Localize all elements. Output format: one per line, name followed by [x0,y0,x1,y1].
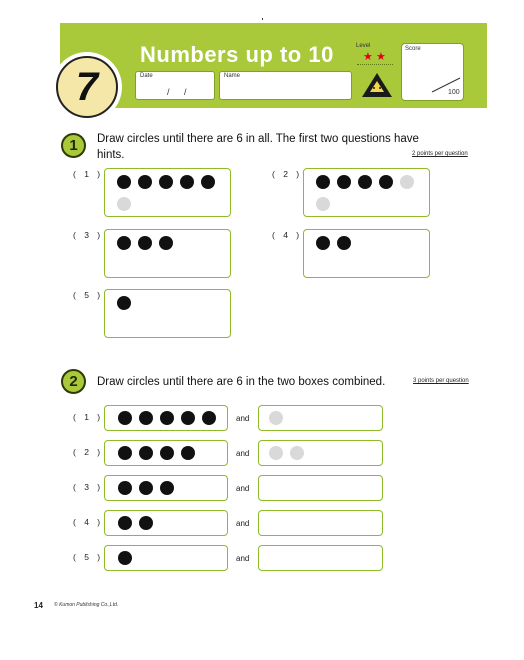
filled-circle [118,446,132,460]
filled-circle [160,446,174,460]
hint-circle [117,197,131,211]
filled-circle [139,516,153,530]
section-1-instruction-line2: hints. [97,149,125,161]
filled-circle [117,175,131,189]
filled-circle [117,236,131,250]
filled-circle [337,175,351,189]
filled-circle [118,411,132,425]
section-1-points: 2 points per question [412,151,468,157]
question-label: ( 5 ) [73,290,104,300]
filled-circle [202,411,216,425]
hint-circle [269,446,283,460]
filled-circle [316,236,330,250]
question-label: ( 1 ) [73,169,104,179]
filled-circle [358,175,372,189]
filled-circle [118,516,132,530]
filled-circle [181,446,195,460]
filled-circle [138,175,152,189]
right-box[interactable] [258,545,383,571]
and-label: and [236,554,250,563]
score-label: Score [405,46,421,52]
level-star-icon: ★ [376,51,386,63]
filled-circle [379,175,393,189]
and-label: and [236,519,250,528]
filled-circle [181,411,195,425]
hint-circle [400,175,414,189]
question-label: ( 3 ) [73,230,104,240]
filled-circle [159,175,173,189]
page-number: 14 [34,601,43,610]
name-label: Name [224,73,241,79]
filled-circle [138,236,152,250]
section-1-number: 1 [61,133,86,158]
section-1-instruction-line1: Draw circles until there are 6 in all. The first two questions have [97,133,419,145]
and-label: and [236,449,250,458]
date-label: Date [140,73,153,79]
right-box[interactable] [258,475,383,501]
page-title: Numbers up to 10 [140,42,334,67]
level-label: Level [356,43,371,49]
filled-circle [337,236,351,250]
section-2-instruction: Draw circles until there are 6 in the two boxes combined. [97,376,386,388]
question-label: ( 4 ) [73,517,104,527]
mountain-level-icon [360,70,394,100]
filled-circle [201,175,215,189]
filled-circle [139,411,153,425]
right-box[interactable] [258,510,383,536]
question-label: ( 4 ) [272,230,303,240]
filled-circle [139,446,153,460]
score-max: 100 [448,89,460,96]
and-label: and [236,414,250,423]
copyright: © Kumon Publishing Co.,Ltd. [54,602,119,608]
filled-circle [118,551,132,565]
unit-number-badge: 7 [56,56,118,118]
and-label: and [236,484,250,493]
question-label: ( 1 ) [73,412,104,422]
level-divider [357,64,393,65]
filled-circle [316,175,330,189]
hint-circle [269,411,283,425]
filled-circle [160,481,174,495]
filled-circle [160,411,174,425]
hint-circle [290,446,304,460]
section-2-number: 2 [61,369,86,394]
filled-circle [159,236,173,250]
level-star-icon: ★ [363,51,373,63]
question-label: ( 3 ) [73,482,104,492]
section-2-points: 3 points per question [413,378,469,384]
crop-mark [262,18,263,20]
date-slashes: / / [167,87,187,97]
question-label: ( 5 ) [73,552,104,562]
question-label: ( 2 ) [73,447,104,457]
filled-circle [118,481,132,495]
filled-circle [139,481,153,495]
hint-circle [316,197,330,211]
filled-circle [117,296,131,310]
question-label: ( 2 ) [272,169,303,179]
filled-circle [180,175,194,189]
